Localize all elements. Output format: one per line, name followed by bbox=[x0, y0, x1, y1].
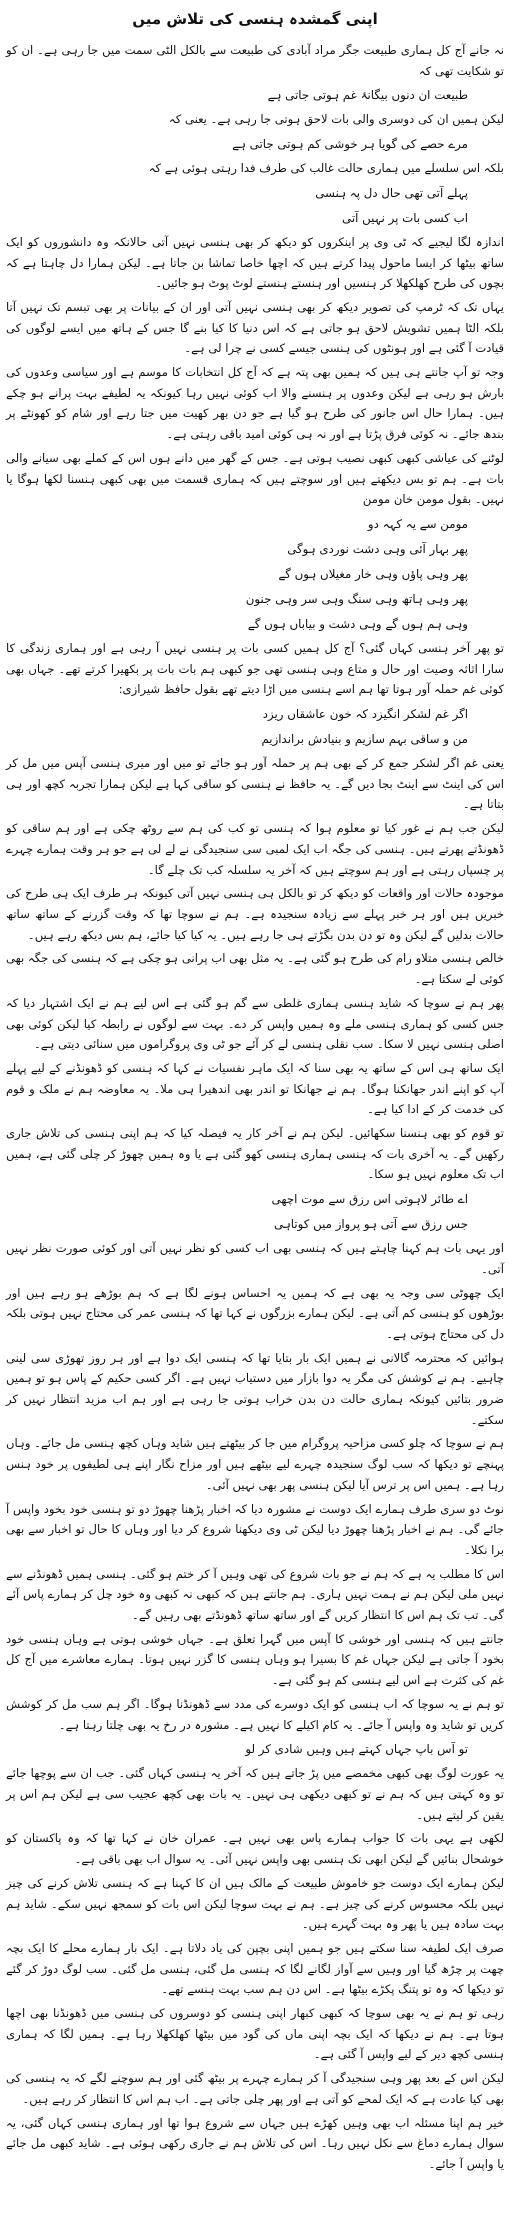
body-paragraph: خیر ہم اپنا مسئلہ اب بھی وہیں کھڑے ہیں جہاں سے شروع ہوا تھا اور ہماری ہنسی کہاں گئی، یہ سوال ہمارے دماغ سے نکل نہیں رہا۔ اس کی تلاش ہم نے جاری رکھی ہوئی ہے۔ شاید کبھی مل جائے یا واپس آ جائے۔ bbox=[6, 2115, 504, 2171]
body-paragraph: لیکن ہمارے ایک دوست جو خاموش طبیعت کے مالک ہیں ان کا کہنا ہے کہ ہنسی تلاش کرنے کی چیز نہیں بلکہ محسوس کرنے کی چیز ہے۔ ہم نے بہت سوچا لیکن اس بات کو سمجھ نہیں سکے۔ شاید ہم بہت سادہ ہیں یا پھر وہ بہت گہرے ہیں۔ bbox=[6, 1875, 504, 1932]
verse-line: پھر بہار آئی وہی دشت نوردی ہوگی bbox=[287, 541, 468, 556]
body-paragraph: لکھی ہے یہی بات کا جواب ہمارے پاس بھی نہیں ہے۔ عمران خان نے کہا تھا کہ وہ پاکستان کو خوشحال بنائیں گے لیکن ابھی تک ہنسی بھی واپس نہیں آئی۔ یہ سوال اب بھی باقی ہے۔ bbox=[6, 1831, 504, 1867]
body-paragraph: ایک ساتھ ہی اس کے ساتھ یہ بھی سنا کہ ایک ماہر نفسیات نے کہا کہ ہنسی کو ڈھونڈنے کے لیے پہلے آپ کو اپنے اندر جھانکنا ہوگا۔ ہم نے جھانکا تو اندر بھی اندھیرا ہی ملا۔ یہ معاوضہ ہم نے ملک و قوم کی خدمت کر کے ادا کیا ہے۔ bbox=[6, 1060, 504, 1117]
body-paragraph: لوٹنے کی عیاشی کبھی کبھی نصیب ہوتی ہے۔ جس کے گھر میں دانے ہوں اس کے کملے بھی سیانے والی بات ہے۔ ہم تو بس دیکھتے ہیں اور سوچتے ہیں کہ ہماری قسمت میں بھی کبھی ہنسنا لکھا ہوگا یا نہیں۔ بقول مومن خان مومن bbox=[6, 450, 504, 507]
body-paragraph: نوٹ دو سری طرف ہمارے ایک دوست نے مشورہ دیا کہ اخبار پڑھنا چھوڑ دو تو ہنسی خود بخود واپس آ جائے گی۔ ہم نے اخبار پڑھنا چھوڑ دیا لیکن ٹی وی دیکھنا شروع کر دیا اور وہاں کا حال تو اخبار سے بھی برا نکلا۔ bbox=[6, 1501, 504, 1557]
article-body bbox=[6, 40, 504, 2175]
verse-line: اگر غم لشکر انگیزد کہ خون عاشقاں ریزد bbox=[262, 707, 468, 722]
body-paragraph: رہی تو ہم نے یہ بھی سوچا کہ کبھی کبھار اپنی ہنسی کو دوسروں کی ہنسی میں ڈھونڈنا بھی اچھا ہوتا ہے۔ ہم نے دیکھا کہ ایک بچہ اپنی ماں کی گود میں بیٹھا کھلکھلا رہا ہے۔ ہمیں لگا کہ ہماری ہنسی کچھ دیر کے لیے واپس آ گئی ہے۔ bbox=[6, 2006, 504, 2062]
body-paragraph: وجہ تو آپ جانتے ہی ہیں کہ ہمیں بھی پتہ ہے کہ آج کل انتخابات کا موسم ہے اور سیاسی وعدوں کی بارش ہو رہی ہے لیکن وعدوں پر ہنسنے والا اب کوئی نہیں رہا کیونکہ یہ لطیفے بہت پرانے ہو چکے ہیں۔ ہمارا حال اس جانور کی طرح ہو گیا ہے جو دن بھر کھیت میں جتا رہے اور شام کو کھونٹے پر بندھ جائے۔ نہ کوئی فرق پڑتا ہے اور نہ ہی کوئی امید باقی رہتی ہے۔ bbox=[6, 365, 504, 442]
verse-line: مرے حصے کی گویا ہر خوشی کم ہوتی جاتی ہے bbox=[232, 137, 468, 152]
verse-line: مومن سے یہ کہہ دو bbox=[367, 516, 468, 531]
body-paragraph: نہ جانے آج کل ہماری طبیعت جگر مراد آبادی کی طبیعت سے بالکل الٹی سمت میں جا رہی ہے۔ ان کو تو شکایت تھی کہ bbox=[6, 43, 504, 78]
body-paragraph: اندازہ لگا لیجیے کہ ٹی وی پر اینکروں کو دیکھ کر بھی ہنسی نہیں آتی حالانکہ وہ دانشوروں کو ایک ساتھ بیٹھا کر ایسا ماحول پیدا کرتے ہیں کہ اچھا خاصا تماشا بن جاتا ہے۔ لیکن ہمارا دل چاہتا ہے کہ بچوں کی طرح کھلکھلا کر ہنسیں اور ہنستے ہنستے لوٹ پوٹ ہو جائیں۔ bbox=[6, 234, 504, 291]
body-paragraph: یہاں تک کہ ٹرمپ کی تصویر دیکھ کر بھی ہنسی نہیں آتی اور ان کے بیانات پر بھی تبسم تک نہیں آتا بلکہ الٹا ہمیں تشویش لاحق ہو جاتی ہے کہ اس دنیا کا کیا بنے گا جس کے ہاتھ میں ایسے لوگوں کی قیادت آ گئی ہے اور ہونٹوں کی ہنسی جیسے کسی نے چرا لی ہے۔ bbox=[6, 299, 504, 356]
body-paragraph: تو قوم کو بھی ہنسنا سکھائیں۔ لیکن ہم نے آخر کار یہ فیصلہ کیا کہ ہم اپنی ہنسی کی تلاش جاری رکھیں گے۔ یہ آخری بات کہ ہنسی ہماری ہنسی کھو گئی ہے یا وہ ہمیں چھوڑ کر چلی گئی ہے، ہمیں اب تک معلوم نہیں ہو سکا۔ bbox=[6, 1126, 504, 1182]
headline: اپنی گمشدہ ہنسی کی تلاش میں bbox=[132, 10, 378, 28]
body-paragraph: جانتے ہیں کہ ہنسی اور خوشی کا آپس میں گہرا تعلق ہے۔ جہاں خوشی ہوتی ہے وہاں ہنسی خود بخود آ جاتی ہے لیکن جہاں غم کا بسیرا ہو وہاں ہنسی کا گزر نہیں ہوتا۔ ہمارے معاشرے میں آج کل غم کی کثرت ہے اس لیے ہنسی کم ہو گئی ہے۔ bbox=[6, 1631, 504, 1688]
body-paragraph: لیکن اس کے بعد پھر وہی سنجیدگی آ کر ہمارے چہرے پر بیٹھ گئی اور ہم سوچنے لگے کہ یہ ہنسی کی بھی کیا عادت ہے کہ ایک لمحے کو آتی ہے اور پھر چلی جاتی ہے۔ اب ہم اس کا انتظار کر رہے ہیں۔ bbox=[6, 2071, 504, 2106]
verse-line: پھر وہی پاؤں وہی خار مغیلاں ہوں گے bbox=[278, 566, 468, 581]
body-paragraph: یہ عورت لوگ بھی کبھی مخمصے میں پڑ جاتے ہیں کہ آخر یہ ہنسی کہاں گئی۔ جب ان سے پوچھا جائے تو وہ کہتی ہیں کہ ہم نے تو کبھی دیکھی ہی نہیں۔ یہ بات بھی کچھ عجیب سی ہے لیکن ہم اس پر یقین کر لیتے ہیں۔ bbox=[6, 1766, 504, 1822]
body-paragraph: تو ہم نے یہ سوچا کہ اب ہنسی کو ایک دوسرے کی مدد سے ڈھونڈنا ہوگا۔ اگر ہم سب مل کر کوشش کریں تو شاید وہ واپس آ جائے۔ یہ کام اکیلے کا نہیں ہے۔ مشورہ در رخ یہ بھی چلتا رہتا ہے۔ bbox=[6, 1696, 504, 1732]
body-paragraph: اس کا مطلب یہ ہے کہ ہم نے جو بات شروع کی تھی وہیں آ کر ختم ہو گئی۔ ہنسی ہمیں ڈھونڈنے سے نہیں ملی لیکن ہم نے ہمت نہیں ہاری۔ ہم جانتے ہیں کہ کبھی نہ کبھی وہ خود چل کر ہمارے پاس آئے گی۔ تب تک ہم اس کا انتظار کریں گے اور ساتھ ساتھ ڈھونڈتے بھی رہیں گے۔ bbox=[6, 1566, 504, 1623]
verse-line: اے طائر لاہوتی اس رزق سے موت اچھی bbox=[271, 1192, 468, 1207]
body-paragraph: لیکن ہمیں ان کی دوسری والی بات لاحق ہوتی جا رہی ہے۔ یعنی کہ bbox=[168, 112, 504, 127]
body-paragraph: تو پھر آخر ہنسی کہاں گئی؟ آج کل ہمیں کسی بات پر ہنسی نہیں آ رہی ہے اور ہماری زندگی کا سارا اثاثہ وصیت اور حال و متاع وہی ہنسی تھی جو کبھی ہم بات بات پر بکھیرا کرتے تھے۔ جہاں بھی کوئی غم حملہ آور ہوتا تھا ہم اسے ہنسی میں اڑا دیتے تھے بقول حافظ شیرازی: bbox=[6, 640, 504, 697]
body-paragraph: پھر ہم نے سوچا کہ شاید ہنسی ہماری غلطی سے گم ہو گئی ہے اس لیے ہم نے ایک اشتہار دیا کہ جس کسی کو ہماری ہنسی ملے وہ ہمیں واپس کر دے۔ بہت سے لوگوں نے رابطہ کیا لیکن کوئی بھی اصلی ہنسی نہیں لا سکا۔ سب نقلی ہنسی لے کر آئے جو ٹی وی پروگراموں میں سنائی دیتی ہے۔ bbox=[6, 995, 504, 1052]
body-paragraph: ہوائیں کہ محترمہ گالانی نے ہمیں ایک بار بتایا تھا کہ ہنسی ایک دوا ہے اور ہر روز تھوڑی سی لینی چاہیے۔ ہم نے کوشش کی مگر یہ دوا بازار میں دستیاب نہیں ہے۔ اگر کسی حکیم کے پاس ہو تو ہمیں ضرور بتائیں کیونکہ ہماری حالت دن بدن خراب ہوتی جا رہی ہے اور ہم اب مزید انتظار نہیں کر سکتے۔ bbox=[6, 1350, 504, 1427]
body-paragraph: اور یہی بات ہم کہنا چاہتے ہیں کہ ہنسی بھی اب کسی کو نظر نہیں آتی اور کوئی صورت نظر نہیں آتی۔ bbox=[6, 1241, 504, 1276]
verse-line: وہی ہم ہوں گے وہی دشت و بیاباں ہوں گے bbox=[247, 616, 468, 631]
verse-line: جس رزق سے آتی ہو پرواز میں کوتاہی bbox=[274, 1217, 468, 1232]
verse-line: تو آس باپ جہاں کہتے ہیں وہیں شادی کر لو bbox=[245, 1742, 468, 1757]
verse-line: پہلے آتی تھی حال دل پہ ہنسی bbox=[315, 185, 468, 200]
body-paragraph: خالص ہنسی متلاو رام کی طرح ہو گئی ہے۔ یہ مثل بھی اب پرانی ہو چکی ہے کہ ہنسی کی جگہ بھی کوئی لے سکتا ہے۔ bbox=[6, 951, 504, 987]
body-paragraph: ہم نے سوچا کہ چلو کسی مزاحیہ پروگرام میں جا کر بیٹھتے ہیں شاید وہاں کچھ ہنسی مل جائے۔ وہاں پہنچے تو دیکھا کہ سب لوگ سنجیدہ چہرے لیے بیٹھے ہیں اور مزاح نگار اپنے ہی لطیفوں پر خود ہنس رہا ہے۔ ہمیں اس پر ترس آیا لیکن ہنسی پھر بھی نہیں آئی۔ bbox=[6, 1436, 504, 1492]
verse-line: پھر وہی ہاتھ وہی سنگ وہی سر وہی جنون bbox=[245, 591, 468, 606]
body-paragraph: یعنی غم اگر لشکر جمع کر کے بھی ہم پر حملہ آور ہو جائے تو میں اور میری ہنسی آپس میں مل کر اس کی اینٹ سے اینٹ بجا دیں گے۔ یہ حافظ نے ہنسی کو ساقی کہا ہے لیکن ہمارا تجربہ کچھ اور ہی بتاتا ہے۔ bbox=[6, 756, 504, 812]
body-paragraph: موجودہ حالات اور واقعات کو دیکھ کر تو بالکل ہی ہنسی نہیں آتی کیونکہ ہر طرف ایک ہی طرح کی خبریں ہیں اور ہر خبر پہلے سے زیادہ سنجیدہ ہے۔ ہم نے سوچا تھا کہ وقت گزرنے کے ساتھ ساتھ حالات بدلیں گے لیکن وہ تو دن بدن بگڑتے ہی جا رہے ہیں۔ یہ کیا کیا جائے، ہم بس دیکھ رہے ہیں۔ bbox=[6, 886, 504, 942]
verse-line: من و ساقی بہم سازیم و بنیادش براندازیم bbox=[261, 732, 468, 747]
body-paragraph: صرف ایک لطیفہ سنا سکتے ہیں جو ہمیں اپنی بچپن کی یاد دلاتا ہے۔ ایک بار ہمارے محلے کا ایک بچہ چھت پر چڑھ گیا اور وہیں سے آواز لگانے لگا کہ ہنسی مل گئی، ہنسی مل گئی۔ سب لوگ دوڑ کر گئے تو دیکھا کہ وہ تو پتنگ پکڑے بیٹھا ہے۔ اس دن ہم سب بہت ہنسے تھے۔ bbox=[6, 1940, 504, 1997]
body-paragraph: بلکہ اس سلسلے میں ہماری حالت غالب کی طرف فدا رہتی ہوئی ہے کہ bbox=[148, 161, 504, 176]
verse-line: اب کسی بات پر نہیں آتی bbox=[341, 210, 468, 225]
body-paragraph: ایک چھوٹی سی وجہ یہ بھی ہے کہ ہمیں یہ احساس ہونے لگا ہے کہ ہم بوڑھے ہو رہے ہیں اور بوڑھوں کو ہنسی کم آتی ہے۔ لیکن ہمارے بزرگوں نے کہا تھا کہ ہنسی عمر کی محتاج نہیں ہوتی بلکہ دل کی محتاج ہوتی ہے۔ bbox=[6, 1285, 504, 1341]
verse-line: طبیعت ان دنوں بیگانۂ غم ہوتی جاتی ہے bbox=[267, 88, 468, 103]
body-paragraph: لیکن جب ہم نے غور کیا تو معلوم ہوا کہ ہنسی تو کب کی ہم سے روٹھ چکی ہے اور ہم ساقی کو ڈھونڈتے پھرتے ہیں۔ ہنسی کی جگہ اب ایک لمبی سی سنجیدگی نے لے لی ہے جو ہر وقت ہمارے چہرے پر چسپاں رہتی ہے اور ہم سوچتے ہیں کہ آخر یہ سلسلہ کب تک چلے گا۔ bbox=[6, 821, 504, 877]
